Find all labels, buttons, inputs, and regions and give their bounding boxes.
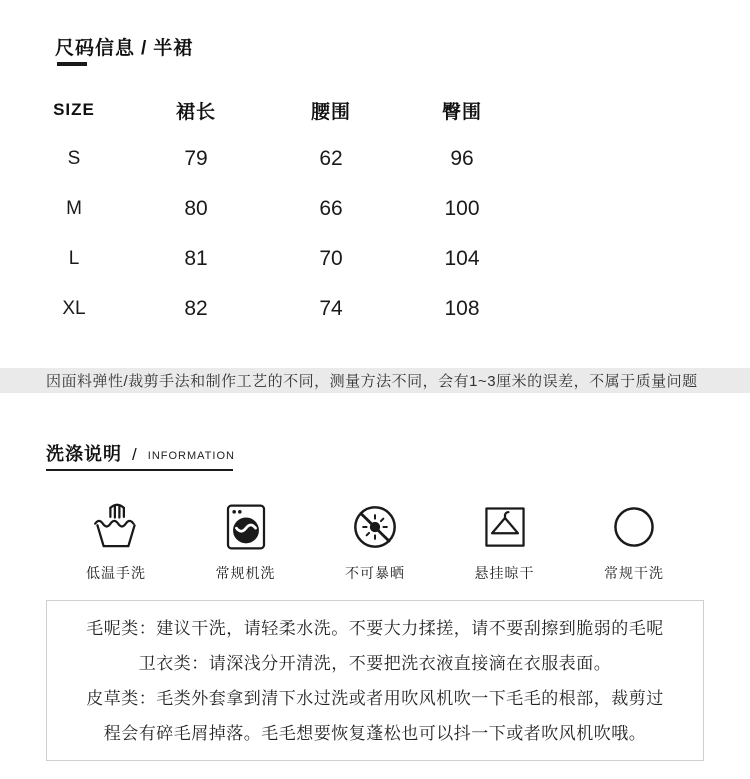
cell-hip: 96 [450, 147, 474, 170]
care-section-title [46, 440, 235, 466]
size-title-slash: / [141, 38, 148, 59]
cell-length: 80 [184, 197, 208, 220]
icon-label: 低温手洗 [86, 565, 146, 581]
size-section-title [55, 33, 193, 60]
size-table [22, 86, 528, 334]
cell-size: L [68, 248, 80, 269]
machine-wash-icon [219, 500, 273, 554]
size-title-underline [57, 62, 87, 66]
care-instruction-line: 卫衣类：请深浅分开清洗，不要把洗衣液直接滴在衣服表面。 [138, 653, 612, 673]
size-table-header-row [22, 86, 528, 134]
icon-label: 不可暴晒 [345, 565, 405, 581]
col-header-waist: 腰围 [310, 101, 351, 123]
care-instruction-line: 毛呢类：建议干洗，请轻柔水洗。不要大力揉搓，请不要刮擦到脆弱的毛呢 [86, 618, 664, 638]
cell-hip: 104 [444, 247, 480, 270]
cell-waist: 62 [319, 147, 343, 170]
col-header-size: SIZE [53, 100, 95, 119]
size-title-cn: 尺码信息 [55, 38, 136, 59]
care-instruction-line: 皮草类：毛类外套拿到清下水过洗或者用吹风机吹一下毛毛的根部，裁剪过 [86, 688, 664, 708]
care-instruction-line: 程会有碎毛屑掉落。毛毛想要恢复蓬松也可以抖一下或者吹风机吹哦。 [103, 723, 647, 743]
cell-size: S [67, 148, 81, 169]
cell-length: 82 [184, 297, 208, 320]
care-item-hang-dry [447, 500, 563, 583]
cell-waist: 66 [319, 197, 343, 220]
care-icons-row [58, 500, 692, 583]
size-title-product: 半裙 [153, 38, 194, 59]
col-header-length: 裙长 [175, 101, 216, 123]
care-item-dry-clean [576, 500, 692, 583]
table-row-m [22, 184, 528, 234]
cell-size: M [66, 198, 82, 219]
cell-length: 79 [184, 147, 208, 170]
no-sun-icon [348, 500, 402, 554]
care-title-underline [46, 469, 233, 471]
table-row-l [22, 234, 528, 284]
icon-label: 悬挂晾干 [474, 565, 535, 581]
dry-clean-icon [607, 500, 661, 554]
care-item-hand-wash [58, 500, 174, 583]
table-row-xl [22, 284, 528, 334]
tolerance-note-bar [0, 368, 750, 393]
col-header-hip: 臀围 [441, 101, 482, 123]
cell-waist: 74 [319, 297, 343, 320]
icon-label: 常规干洗 [604, 565, 664, 581]
cell-waist: 70 [319, 247, 343, 270]
care-title-en: INFORMATION [147, 450, 235, 462]
icon-label: 常规机洗 [215, 565, 276, 581]
cell-hip: 100 [444, 197, 480, 220]
care-title-slash: / [132, 445, 138, 464]
tolerance-note-text: 因面料弹性/裁剪手法和制作工艺的不同，测量方法不同，会有1~3厘米的误差，不属于质量问题 [46, 373, 698, 390]
care-instructions-box [46, 600, 704, 761]
care-title-cn: 洗涤说明 [46, 444, 122, 464]
cell-hip: 108 [444, 297, 480, 320]
cell-size: XL [62, 298, 86, 319]
hang-dry-icon [478, 500, 532, 554]
care-item-no-sun [317, 500, 433, 583]
cell-length: 81 [184, 247, 208, 270]
care-item-machine-wash [188, 500, 304, 583]
table-row-s [22, 134, 528, 184]
hand-wash-icon [89, 500, 143, 554]
